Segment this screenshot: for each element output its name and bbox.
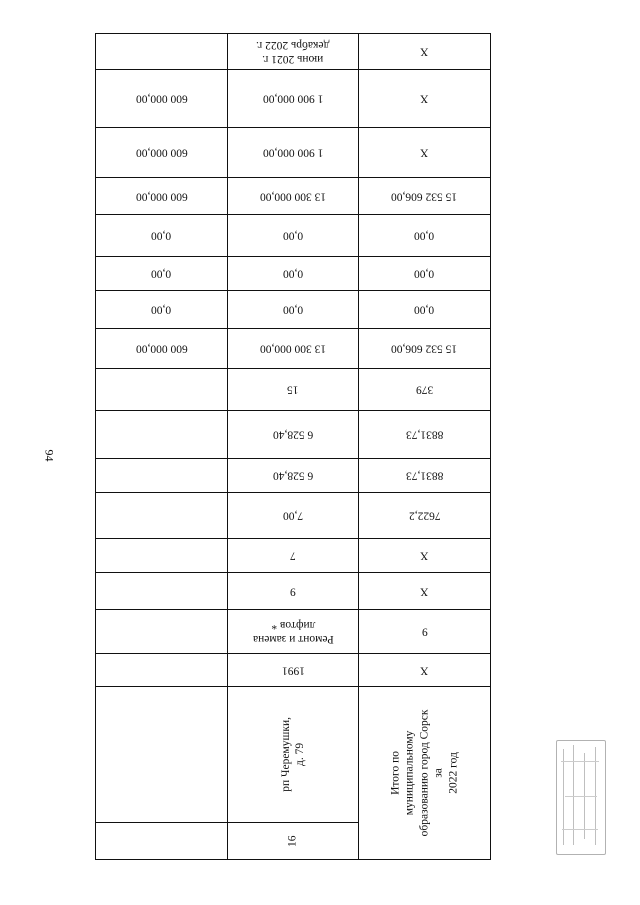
row-number-cell: 16: [286, 835, 299, 847]
table-cell: X: [420, 92, 429, 105]
table-cell: X: [420, 664, 429, 677]
table-cell: 8831,73: [405, 469, 444, 482]
table-cell: 0,00: [151, 303, 172, 316]
table-cell: [96, 573, 227, 609]
table-cell: 0,00: [414, 303, 435, 316]
table-cell: 600 000,00: [135, 342, 188, 355]
table-cell: 8831,73: [405, 428, 444, 441]
table-cell: [96, 411, 227, 458]
table-cell: 13 300 000,00: [259, 190, 327, 203]
table-cell-work-type: Ремонт и замена лифтов *: [252, 618, 334, 645]
table-cell: X: [420, 585, 429, 598]
table-cell: 1 900 000,00: [262, 146, 324, 159]
table-cell: 15 532 606,00: [391, 342, 458, 355]
table-cell: 15: [287, 383, 299, 396]
table-cell: [96, 493, 227, 538]
table-cell: X: [420, 549, 429, 562]
table-cell: 0,00: [151, 267, 172, 280]
table-cell: 7,00: [282, 509, 304, 522]
table-cell: 9: [290, 585, 296, 598]
table-cell: 0,00: [414, 267, 435, 280]
page-number: 94: [42, 449, 57, 461]
table-cell: 6 528,40: [272, 428, 314, 441]
table-cell: 0,00: [414, 229, 435, 242]
address-cell: рп Черемушки, д. 79: [279, 717, 306, 792]
table-cell: 7: [290, 549, 296, 562]
table-cell: [96, 369, 227, 410]
table-cell: 9: [421, 625, 428, 638]
table-cell: 15 532 606,00: [391, 190, 458, 203]
table-cell-year: 1991: [281, 664, 305, 677]
table-cell: [96, 610, 227, 653]
table-cell: 379: [415, 383, 434, 396]
table-cell: 6 528,40: [272, 469, 314, 482]
table-cell-period: июнь 2021 г. декабрь 2022 г.: [256, 38, 330, 65]
table-cell: 13 300 000,00: [259, 342, 327, 355]
table-cell: 0,00: [151, 229, 172, 242]
table-cell: X: [420, 146, 429, 159]
table-cell: 0,00: [282, 303, 304, 316]
stamp-mark: [556, 740, 606, 855]
total-label-cell: Итого по муниципальному образованию город Сорск за 2022 год: [389, 709, 460, 837]
table-cell: 600 000,00: [135, 190, 188, 203]
table-cell: [96, 654, 227, 686]
table-cell: 1 900 000,00: [262, 92, 324, 105]
table-cell: 0,00: [282, 267, 304, 280]
table-cell: [96, 459, 227, 492]
table-cell: X: [420, 45, 429, 58]
table-cell: [96, 539, 227, 572]
table-cell: 600 000,00: [135, 92, 188, 105]
table-cell: [96, 34, 227, 69]
table-cell: 0,00: [282, 229, 304, 242]
table-cell: 600 000,00: [135, 146, 188, 159]
table-cell: 7622,2: [408, 509, 441, 522]
data-table: [95, 33, 491, 860]
